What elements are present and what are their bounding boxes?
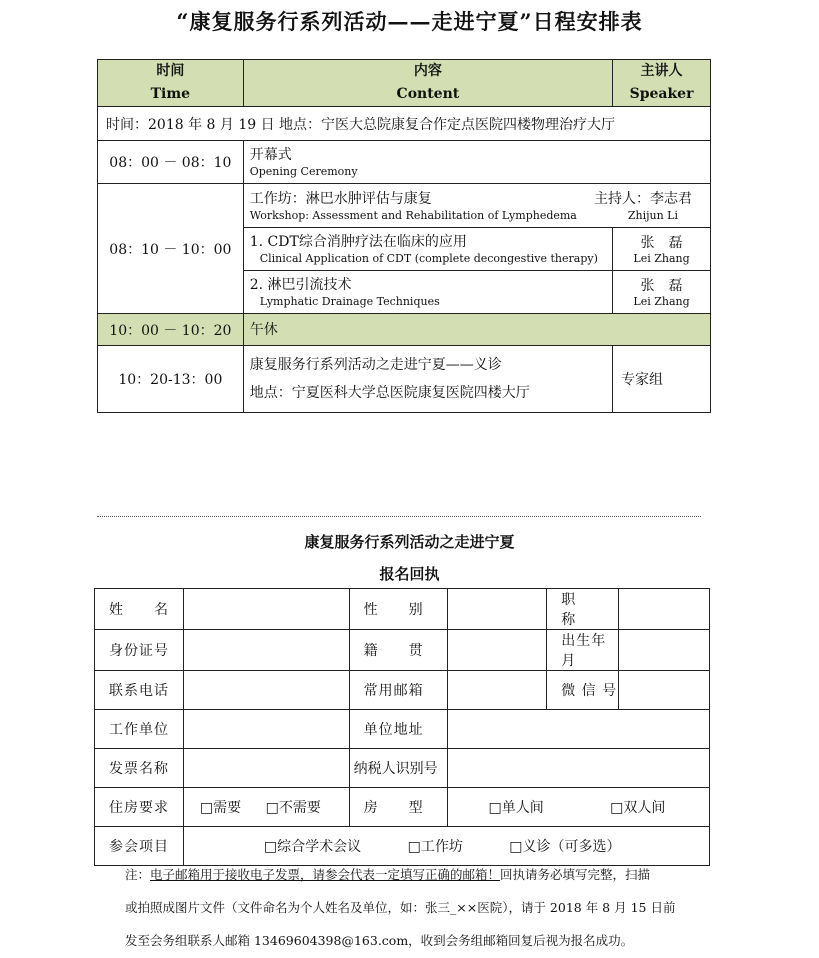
host-cn: 主持人：李志君 <box>594 190 692 207</box>
registration-form-table <box>94 588 710 866</box>
row-time: 08：10 － 10：00 <box>98 184 244 314</box>
header-content <box>243 60 612 107</box>
label-address: 单位地址 <box>349 710 448 749</box>
content-cn: 2. 淋巴引流技术 <box>249 277 352 293</box>
email-field[interactable] <box>448 671 547 710</box>
cut-line-divider <box>97 516 701 517</box>
content-cn: 康复服务行系列活动之走进宁夏——义诊 <box>249 357 502 373</box>
table-row <box>98 314 711 346</box>
label-gender: 性 别 <box>349 589 448 630</box>
label-wechat: 微 信 号 <box>547 671 619 710</box>
note-line-3: 发至会务组联系人邮箱 13469604398@163.com，收到会务组邮箱回复后视为报名成功。 <box>125 933 634 948</box>
row-time: 08：00 － 08：10 <box>98 141 244 184</box>
speaker-en: Lei Zhang <box>633 252 690 265</box>
content-cn: 工作坊：淋巴水肿评估与康复 <box>249 190 432 207</box>
table-row <box>95 671 710 710</box>
table-row <box>95 630 710 671</box>
position-field[interactable] <box>619 589 710 630</box>
note-line-1-rest: 回执请务必填写完整，扫描 <box>500 867 651 882</box>
row-content <box>243 346 612 413</box>
content-location: 地点：宁夏医科大学总医院康复医院四楼大厅 <box>249 385 530 401</box>
schedule-info-row <box>98 107 711 141</box>
birth-field[interactable] <box>619 630 710 671</box>
table-row <box>95 788 710 827</box>
form-title: 康复服务行系列活动之走进宁夏 <box>304 533 515 551</box>
housing-options <box>183 788 349 827</box>
date-location-info: 时间：2018 年 8 月 19 日 地点：宁医大总院康复合作定点医院四楼物理治疗大厅 <box>98 107 711 141</box>
schedule-table <box>97 59 711 413</box>
label-housing: 住房要求 <box>95 788 184 827</box>
label-position: 职 称 <box>547 589 619 630</box>
row-content <box>243 184 710 228</box>
row-content <box>243 141 710 184</box>
content-en: Clinical Application of CDT (complete decongestive therapy) <box>259 252 598 265</box>
content-cn: 开幕式 <box>249 147 292 163</box>
table-row <box>95 749 710 788</box>
row-time: 10：00 － 10：20 <box>98 314 244 346</box>
notes-block <box>125 858 705 957</box>
row-content <box>243 271 612 314</box>
note-prefix: 注： <box>125 867 151 882</box>
label-invoice: 发票名称 <box>95 749 184 788</box>
header-speaker <box>613 60 711 107</box>
row-speaker: 专家组 <box>613 346 711 413</box>
header-time-cn: 时间 <box>156 63 185 79</box>
invoice-field[interactable] <box>183 749 349 788</box>
table-row <box>98 141 711 184</box>
table-row <box>98 346 711 413</box>
housing-no-checkbox[interactable]: □不需要 <box>265 800 321 816</box>
page-title: “康复服务行系列活动——走进宁夏”日程安排表 <box>176 9 643 34</box>
table-row <box>95 589 710 630</box>
housing-yes-checkbox[interactable]: □需要 <box>199 800 242 816</box>
row-speaker <box>613 228 711 271</box>
label-items: 参会项目 <box>95 827 184 866</box>
room-options <box>448 788 710 827</box>
speaker-en: Lei Zhang <box>633 295 690 308</box>
header-time-en: Time <box>150 86 191 102</box>
header-time <box>98 60 244 107</box>
note-email-warning: 电子邮箱用于接收电子发票，请参会代表一定填写正确的邮箱！ <box>150 867 501 882</box>
employer-field[interactable] <box>183 710 349 749</box>
content-en: Lymphatic Drainage Techniques <box>259 295 440 308</box>
row-speaker <box>613 271 711 314</box>
item-workshop-checkbox[interactable]: □工作坊 <box>407 839 463 855</box>
schedule-header-row <box>98 60 711 107</box>
label-name: 姓 名 <box>95 589 184 630</box>
content-en: Workshop: Assessment and Rehabilitation of Lymphedema <box>249 208 577 222</box>
gender-field[interactable] <box>448 589 547 630</box>
native-field[interactable] <box>448 630 547 671</box>
label-room: 房 型 <box>349 788 448 827</box>
table-row <box>98 184 711 228</box>
id-field[interactable] <box>183 630 349 671</box>
item-clinic-checkbox[interactable]: □义诊（可多选） <box>509 839 621 855</box>
content-cn: 1. CDT综合消肿疗法在临床的应用 <box>249 234 467 250</box>
row-time: 10：20-13：00 <box>98 346 244 413</box>
room-single-checkbox[interactable]: □单人间 <box>488 800 544 816</box>
content-en: Opening Ceremony <box>249 165 358 178</box>
table-row <box>95 710 710 749</box>
wechat-field[interactable] <box>619 671 710 710</box>
header-speaker-cn: 主讲人 <box>640 63 683 79</box>
phone-field[interactable] <box>183 671 349 710</box>
label-native: 籍 贯 <box>349 630 448 671</box>
label-email: 常用邮箱 <box>349 671 448 710</box>
taxid-field[interactable] <box>448 749 710 788</box>
name-field[interactable] <box>183 589 349 630</box>
note-line-1 <box>125 858 705 891</box>
address-field[interactable] <box>448 710 710 749</box>
label-id: 身份证号 <box>95 630 184 671</box>
header-content-cn: 内容 <box>413 63 442 79</box>
header-content-en: Content <box>396 86 460 102</box>
host-en: Zhijun Li <box>627 208 678 222</box>
label-phone: 联系电话 <box>95 671 184 710</box>
room-double-checkbox[interactable]: □双人间 <box>610 800 666 816</box>
label-taxid: 纳税人识别号 <box>349 749 448 788</box>
speaker-cn: 张 磊 <box>640 235 683 251</box>
note-line-2: 或拍照成图片文件（文件命名为个人姓名及单位，如：张三_××医院），请于 2018 年 8 月 15 日前 <box>125 900 676 915</box>
row-content <box>243 228 612 271</box>
label-birth: 出生年月 <box>547 630 619 671</box>
row-content: 午休 <box>243 314 710 346</box>
header-speaker-en: Speaker <box>629 86 694 102</box>
speaker-cn: 张 磊 <box>640 278 683 294</box>
label-employer: 工作单位 <box>95 710 184 749</box>
item-academic-checkbox[interactable]: □综合学术会议 <box>263 839 362 855</box>
form-subtitle: 报名回执 <box>379 565 440 583</box>
